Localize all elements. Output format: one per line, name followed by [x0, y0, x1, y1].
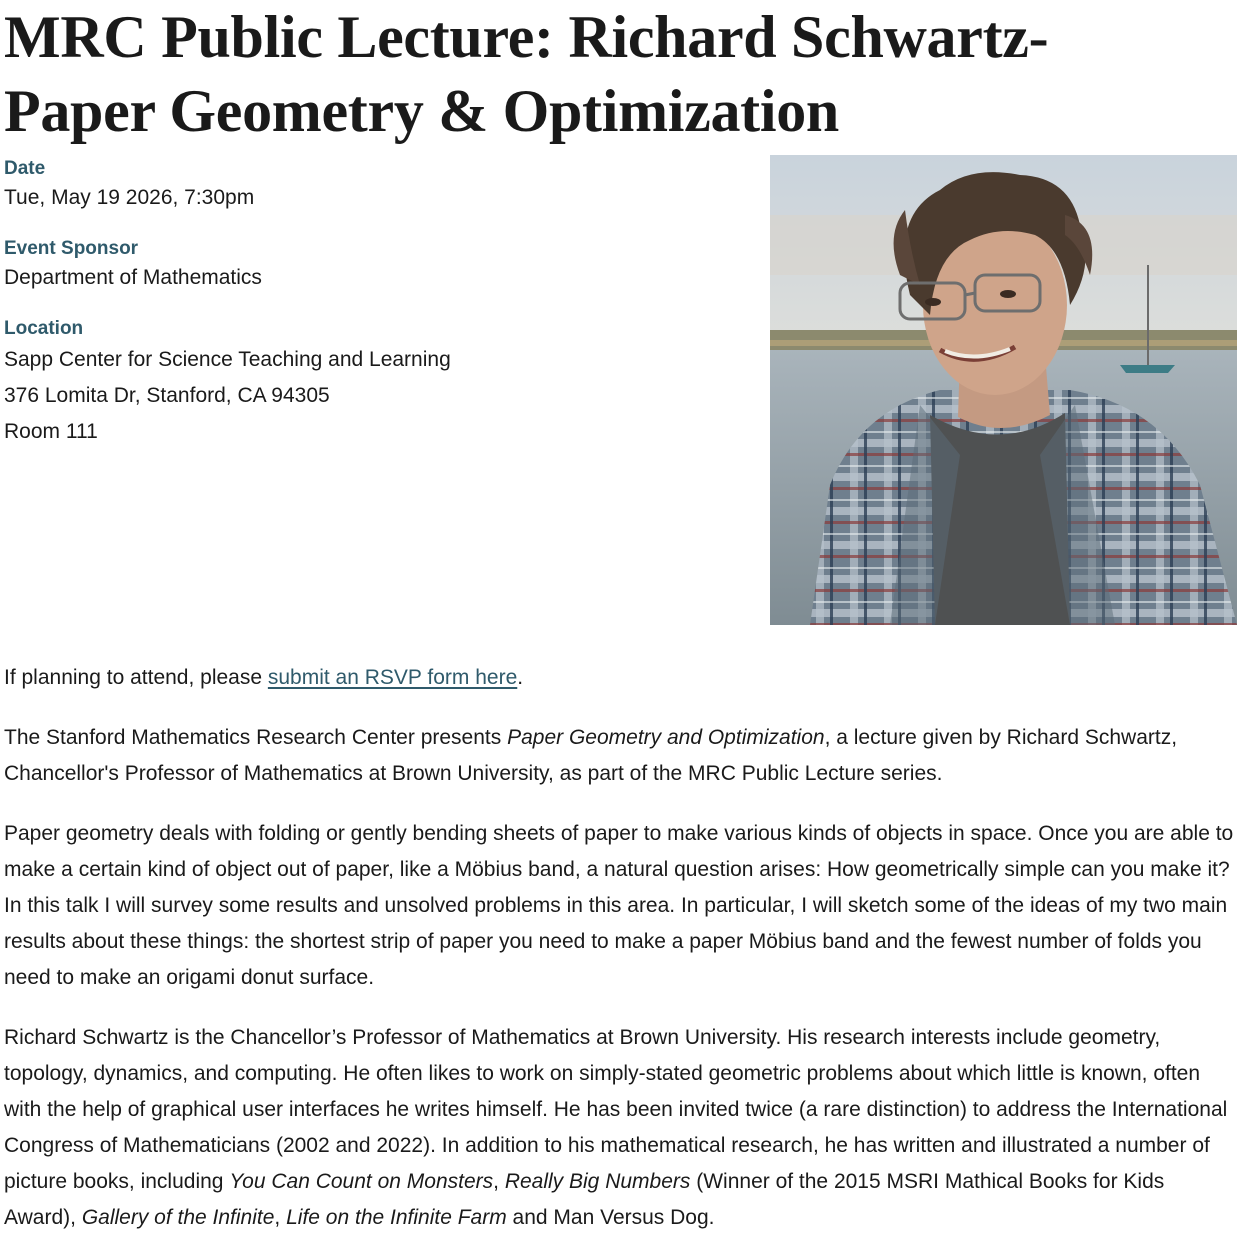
location-room: Room 111 — [4, 420, 98, 443]
intro-paragraph — [4, 720, 1240, 792]
page-title: MRC Public Lecture: Richard Schwartz- Paper Geometry & Optimization — [4, 4, 1049, 144]
bio-paragraph — [4, 1020, 1240, 1236]
location-label: Location — [4, 318, 84, 339]
bio-text-3: and Man Versus Dog. — [506, 1206, 715, 1229]
bio-sep-2: , — [274, 1206, 287, 1229]
sponsor-block — [4, 236, 704, 294]
location-building: Sapp Center for Science Teaching and Learning — [4, 348, 451, 371]
date-value: Tue, May 19 2026, 7:30pm — [4, 186, 255, 209]
event-page — [4, 0, 1240, 1229]
book-title-2: Really Big Numbers — [504, 1170, 691, 1193]
lecture-title: Paper Geometry and Optimization — [507, 726, 825, 749]
event-description — [4, 660, 1240, 1260]
location-block — [4, 316, 704, 450]
bio-text-1: Richard Schwartz is the Chancellor’s Professor of Mathematics at Brown University. His research interests include geometry, topology, dynamics, and computing. He often likes to work on simply-stated geometric problems about which little is known, often with the help of graphical user interfaces he writes himself. He has been invited twice (a rare distinction) to address the International Congress of Mathematicians (2002 and 2022). In addition to his mathematical research, he has written and illustrated a number of picture books, including — [4, 1026, 1228, 1193]
sponsor-value: Department of Mathematics — [4, 266, 262, 289]
rsvp-paragraph — [4, 660, 1240, 696]
rsvp-link[interactable]: submit an RSVP form here — [267, 666, 518, 689]
intro-text-1: The Stanford Mathematics Research Center presents — [4, 726, 508, 749]
location-address: 376 Lomita Dr, Stanford, CA 94305 — [4, 384, 330, 407]
abstract-paragraph: Paper geometry deals with folding or gently bending sheets of paper to make various kinds of objects in space. Once you are able to make a certain kind of object out of paper, like a Möbius band, a natural question arises: How geometrically simple can you make it? In this talk I will survey some results and unsolved problems in this area. In particular, I will sketch some of the ideas of my two main results about these things: the shortest strip of paper you need to make a paper Möbius band and the fewest number of folds you need to make an origami donut surface. — [4, 822, 1234, 989]
speaker-photo — [770, 155, 1237, 625]
rsvp-prefix: If planning to attend, please — [4, 666, 268, 689]
bio-text-2: (Winner of the 2015 MSRI Mathical Books for Kids Award), — [4, 1170, 1165, 1229]
sponsor-label: Event Sponsor — [4, 238, 139, 259]
date-block — [4, 156, 704, 214]
book-title-3: Gallery of the Infinite — [81, 1206, 275, 1229]
book-title-1: You Can Count on Monsters — [229, 1170, 494, 1193]
bio-sep-1: , — [493, 1170, 505, 1193]
date-label: Date — [4, 158, 46, 179]
intro-text-2: , a lecture given by Richard Schwartz, Chancellor's Professor of Mathematics at Brown University, as part of the MRC Public Lecture series. — [4, 726, 1178, 785]
portrait-photo-icon — [770, 155, 1237, 625]
event-details — [4, 156, 704, 472]
rsvp-suffix: . — [517, 666, 524, 689]
book-title-4: Life on the Infinite Farm — [286, 1206, 507, 1229]
